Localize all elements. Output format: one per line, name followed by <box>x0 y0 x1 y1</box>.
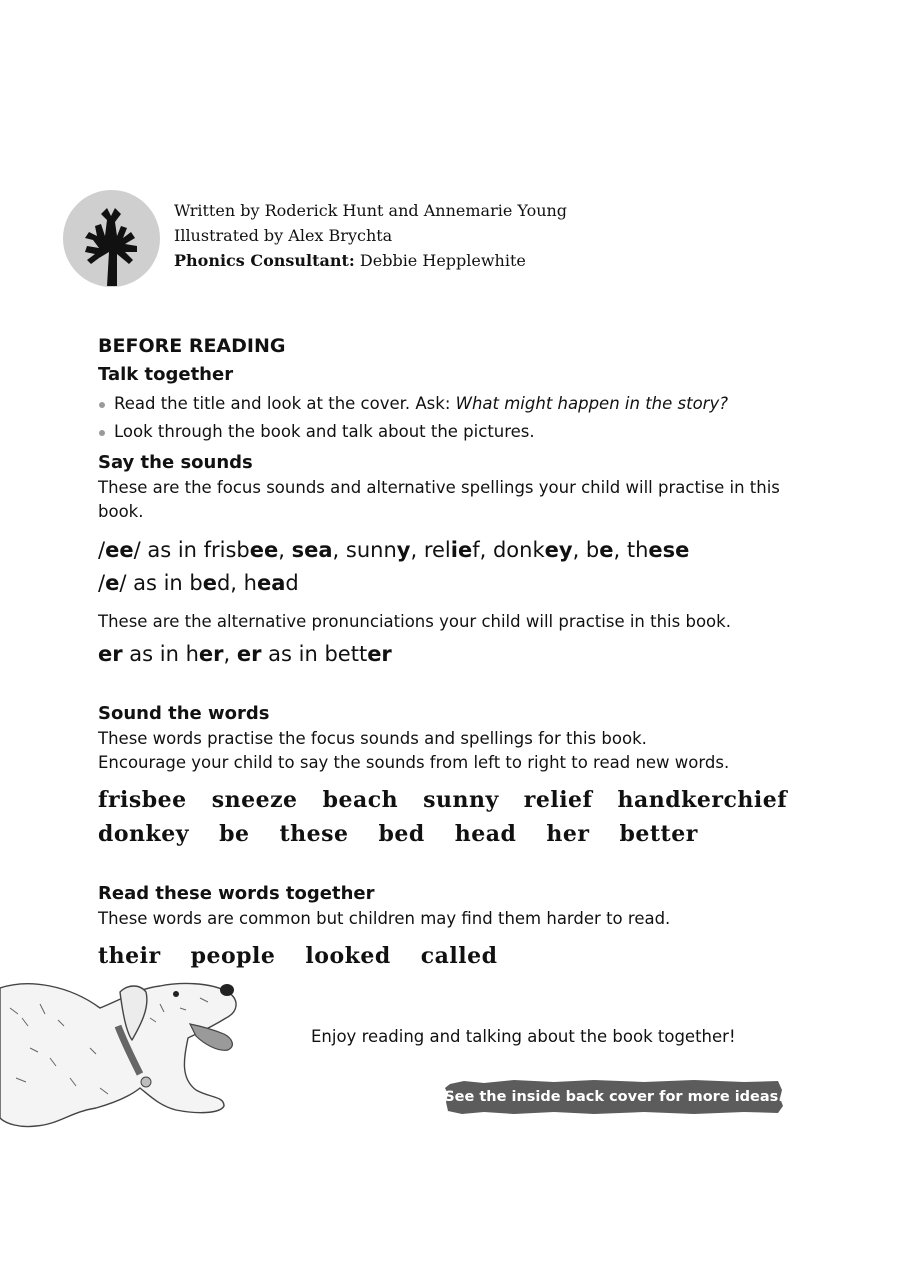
word: be <box>219 821 250 847</box>
alt-pronunciations-intro: These are the alternative pronunciations your child will practise in this book. <box>98 612 731 631</box>
er-sound-line: er as in her, er as in better <box>98 642 392 666</box>
word: beach <box>322 787 399 813</box>
author-credit: Written by Roderick Hunt and Annemarie Young <box>174 201 568 220</box>
word: her <box>546 821 590 847</box>
read-together-heading: Read these words together <box>98 883 375 904</box>
talk-together-heading: Talk together <box>98 364 234 385</box>
word: handkerchief <box>617 787 788 813</box>
read-together-words <box>98 939 798 973</box>
list-item <box>98 390 798 418</box>
word: frisbee <box>98 787 187 813</box>
say-sounds-heading: Say the sounds <box>98 452 253 473</box>
consultant-label: Phonics Consultant: <box>174 251 355 270</box>
sound-words-intro-1: These words practise the focus sounds and spellings for this book. <box>98 729 647 748</box>
word: called <box>420 943 498 969</box>
sound-words-row-1 <box>98 783 798 817</box>
word: donkey <box>98 821 190 847</box>
word: people <box>190 943 276 969</box>
more-ideas-banner <box>444 1078 784 1116</box>
word: better <box>619 821 698 847</box>
word: relief <box>523 787 593 813</box>
tree-logo-icon <box>63 190 160 287</box>
sound-words-heading: Sound the words <box>98 703 270 724</box>
bullet-text: Read the title and look at the cover. Ask: <box>114 394 456 413</box>
word: sunny <box>423 787 499 813</box>
ee-sound-line: /ee/ as in frisbee, sea, sunny, relief, donkey, be, these <box>98 538 690 562</box>
dog-illustration <box>0 978 250 1130</box>
enjoy-reading-note: Enjoy reading and talking about the book together! <box>311 1027 736 1046</box>
word: head <box>454 821 517 847</box>
illustrator-credit: Illustrated by Alex Brychta <box>174 226 393 245</box>
word: their <box>98 943 161 969</box>
banner-text: See the inside back cover for more ideas. <box>444 1089 784 1105</box>
word: bed <box>378 821 425 847</box>
word: looked <box>305 943 391 969</box>
word: sneeze <box>211 787 298 813</box>
consultant-credit <box>174 248 567 273</box>
sound-words-row-2 <box>98 817 798 851</box>
consultant-name: Debbie Hepplewhite <box>359 251 526 270</box>
read-together-intro: These words are common but children may find them harder to read. <box>98 909 671 928</box>
sound-words-intro-2: Encourage your child to say the sounds from left to right to read new words. <box>98 753 730 772</box>
say-sounds-intro: These are the focus sounds and alternative spellings your child will practise in this book. <box>98 478 780 521</box>
before-reading-section <box>98 334 798 973</box>
credits <box>174 198 567 273</box>
talk-together-list <box>98 390 798 446</box>
list-item: Look through the book and talk about the pictures. <box>98 418 798 446</box>
bullet-italic-question: What might happen in the story? <box>455 394 728 413</box>
e-sound-line: /e/ as in bed, head <box>98 571 299 595</box>
word: these <box>279 821 349 847</box>
before-reading-heading: BEFORE READING <box>98 335 286 357</box>
